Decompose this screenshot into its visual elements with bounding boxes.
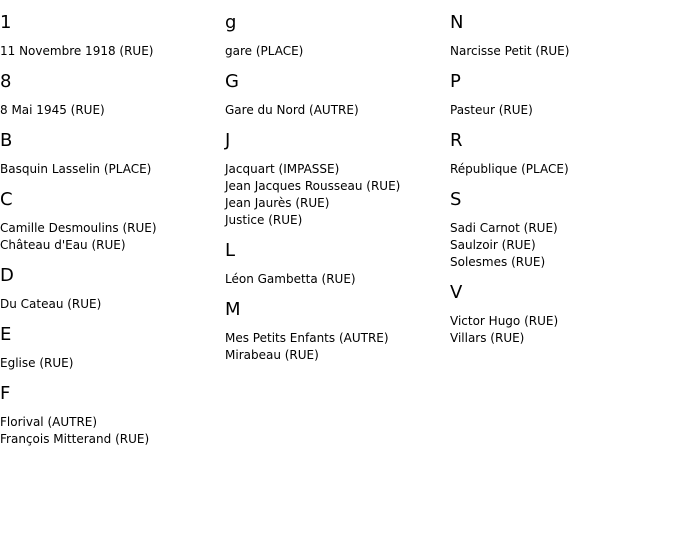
letter-group	[0, 72, 220, 119]
letter-heading: D	[0, 265, 14, 286]
street-link[interactable]: Victor Hugo (RUE)	[450, 314, 559, 328]
street-link[interactable]: Léon Gambetta (RUE)	[225, 272, 356, 286]
letter-group	[0, 131, 220, 178]
letter-heading: G	[225, 71, 239, 92]
street-link[interactable]: Jean Jaurès (RUE)	[225, 196, 330, 210]
street-list	[0, 220, 220, 254]
letter-heading: C	[0, 189, 13, 210]
street-list	[0, 102, 220, 119]
street-link[interactable]: Eglise (RUE)	[0, 356, 74, 370]
street-link[interactable]: Pasteur (RUE)	[450, 103, 533, 117]
letter-group	[450, 13, 670, 60]
street-link[interactable]: Florival (AUTRE)	[0, 415, 98, 429]
street-list	[0, 161, 220, 178]
letter-group	[225, 300, 445, 364]
letter-heading: 8	[0, 71, 12, 92]
letter-heading: P	[450, 71, 461, 92]
letter-group	[0, 266, 220, 313]
letter-group	[0, 384, 220, 448]
street-list	[0, 355, 220, 372]
street-link[interactable]: Château d'Eau (RUE)	[0, 238, 126, 252]
street-list	[450, 102, 670, 119]
letter-heading: E	[0, 324, 12, 345]
street-list	[450, 43, 670, 60]
street-link[interactable]: Sadi Carnot (RUE)	[450, 221, 558, 235]
letter-group	[225, 241, 445, 288]
letter-group	[225, 131, 445, 229]
street-list	[0, 414, 220, 448]
street-link[interactable]: Saulzoir (RUE)	[450, 238, 536, 252]
street-link[interactable]: Mirabeau (RUE)	[225, 348, 319, 362]
letter-group	[0, 325, 220, 372]
letter-group	[450, 72, 670, 119]
letter-heading: M	[225, 299, 241, 320]
street-list	[0, 296, 220, 313]
street-link[interactable]: 11 Novembre 1918 (RUE)	[0, 44, 154, 58]
letter-heading: N	[450, 12, 464, 33]
street-list	[450, 220, 670, 271]
street-link[interactable]: Camille Desmoulins (RUE)	[0, 221, 157, 235]
street-link[interactable]: Mes Petits Enfants (AUTRE)	[225, 331, 389, 345]
letter-group	[225, 72, 445, 119]
letter-heading: S	[450, 189, 462, 210]
street-link[interactable]: Narcisse Petit (RUE)	[450, 44, 570, 58]
letter-group	[450, 190, 670, 271]
street-list	[225, 43, 445, 60]
letter-heading: L	[225, 240, 236, 261]
street-link[interactable]: Du Cateau (RUE)	[0, 297, 102, 311]
street-link[interactable]: François Mitterand (RUE)	[0, 432, 150, 446]
street-list	[225, 271, 445, 288]
letter-heading: F	[0, 383, 11, 404]
street-list	[225, 161, 445, 229]
street-link[interactable]: Jean Jacques Rousseau (RUE)	[225, 179, 401, 193]
letter-heading: B	[0, 130, 13, 151]
street-list	[450, 161, 670, 178]
street-list	[225, 102, 445, 119]
street-link[interactable]: Basquin Lasselin (PLACE)	[0, 162, 152, 176]
street-index-column-2	[225, 13, 445, 376]
street-link[interactable]: Solesmes (RUE)	[450, 255, 546, 269]
street-list	[0, 43, 220, 60]
letter-heading: R	[450, 130, 463, 151]
letter-group	[450, 283, 670, 347]
letter-heading: V	[450, 282, 463, 303]
street-link[interactable]: Jacquart (IMPASSE)	[225, 162, 340, 176]
street-list	[450, 313, 670, 347]
street-index-column-1	[0, 13, 220, 460]
street-link[interactable]: Villars (RUE)	[450, 331, 525, 345]
letter-heading: g	[225, 12, 237, 33]
letter-heading: 1	[0, 12, 12, 33]
letter-group	[0, 190, 220, 254]
street-link[interactable]: Justice (RUE)	[225, 213, 303, 227]
street-index-column-3	[450, 13, 670, 359]
letter-group	[0, 13, 220, 60]
letter-group	[450, 131, 670, 178]
letter-group	[225, 13, 445, 60]
letter-heading: J	[225, 130, 231, 151]
street-link[interactable]: gare (PLACE)	[225, 44, 304, 58]
street-list	[225, 330, 445, 364]
street-link[interactable]: République (PLACE)	[450, 162, 569, 176]
street-link[interactable]: Gare du Nord (AUTRE)	[225, 103, 359, 117]
street-link[interactable]: 8 Mai 1945 (RUE)	[0, 103, 105, 117]
